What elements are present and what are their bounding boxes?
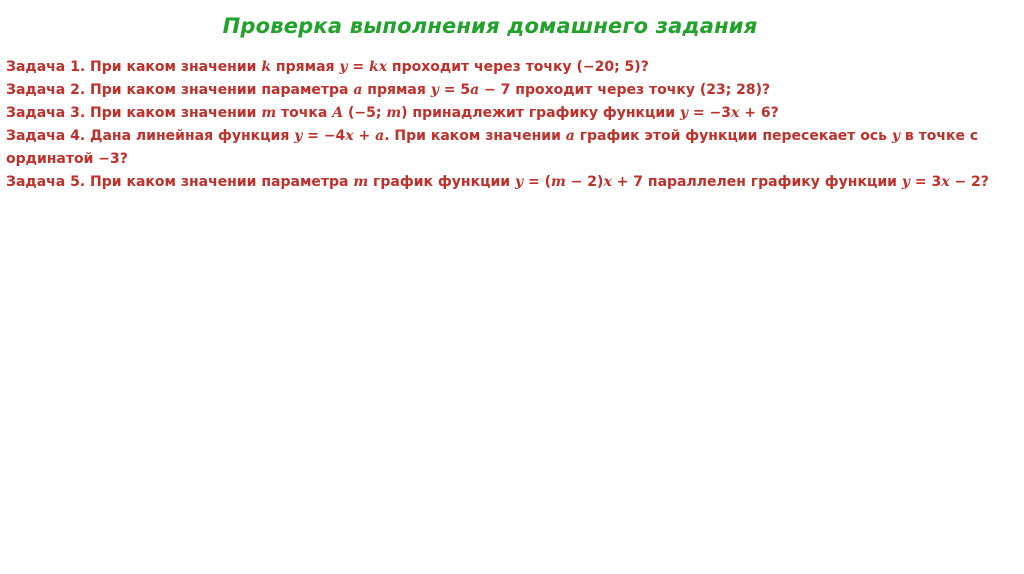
task-5-text: − 2? bbox=[949, 174, 989, 190]
task-3-math: m bbox=[386, 105, 402, 121]
task-5-math: y bbox=[514, 174, 524, 190]
task-3-text: точка bbox=[276, 105, 333, 121]
task-1-math: kx bbox=[369, 59, 388, 75]
task-2-math: a bbox=[353, 82, 363, 98]
task-3-math: x bbox=[730, 105, 740, 121]
task-2-prefix: Задача 2. bbox=[6, 82, 91, 98]
task-2-text: прямая bbox=[362, 82, 431, 98]
task-1 bbox=[6, 56, 1011, 79]
task-3-text: При каком значении bbox=[90, 105, 262, 121]
task-3-prefix: Задача 3. bbox=[6, 105, 91, 121]
task-4-math: a bbox=[565, 128, 575, 144]
task-4-math: a bbox=[375, 128, 385, 144]
task-5-math: x bbox=[603, 174, 612, 190]
task-3-text: + 6? bbox=[739, 105, 779, 121]
task-2-text: При каком значении параметра bbox=[90, 82, 354, 98]
task-2-math: y bbox=[430, 82, 439, 98]
task-4-text: . При каком значении bbox=[384, 128, 566, 144]
task-2-math: a bbox=[470, 82, 480, 98]
task-2 bbox=[6, 79, 1011, 102]
task-5-math: y bbox=[901, 174, 910, 190]
task-4-prefix: Задача 4. bbox=[6, 128, 91, 144]
task-5-math: x bbox=[941, 174, 950, 190]
task-4-math: y bbox=[891, 128, 901, 144]
task-5-prefix: Задача 5. bbox=[6, 174, 91, 190]
task-4-text: = −4 bbox=[302, 128, 346, 144]
task-5-text: + 7 параллелен графику функции bbox=[611, 174, 902, 190]
task-5-math: m bbox=[353, 174, 369, 190]
task-5-text: − 2) bbox=[565, 174, 604, 190]
task-3-text: (−5; bbox=[343, 105, 387, 121]
task-2-text: = 5 bbox=[438, 82, 471, 98]
task-5-text: = 3 bbox=[909, 174, 942, 190]
task-4-text: в точке с ординатой −3? bbox=[6, 128, 979, 167]
task-5-text: график функции bbox=[368, 174, 515, 190]
task-3-math: y bbox=[679, 105, 689, 121]
task-1-math: k bbox=[261, 59, 272, 75]
task-1-text: При каком значении bbox=[90, 59, 262, 75]
task-4-math: y bbox=[294, 128, 303, 144]
task-3-text: = −3 bbox=[688, 105, 731, 121]
task-4 bbox=[6, 125, 1011, 171]
task-5-text: = ( bbox=[523, 174, 551, 190]
task-4-text: график этой функции пересекает ось bbox=[574, 128, 892, 144]
task-3 bbox=[6, 102, 1011, 125]
task-1-text: = bbox=[347, 59, 369, 75]
task-1-text: проходит через точку (−20; 5)? bbox=[387, 59, 649, 75]
task-4-math: x bbox=[345, 128, 354, 144]
task-2-text: − 7 проходит через точку (23; 28)? bbox=[479, 82, 771, 98]
task-5-text: При каком значении параметра bbox=[90, 174, 354, 190]
task-1-text: прямая bbox=[271, 59, 340, 75]
task-4-text: + bbox=[353, 128, 376, 144]
task-3-math: m bbox=[261, 105, 277, 121]
task-1-prefix: Задача 1. bbox=[6, 59, 91, 75]
task-list bbox=[6, 56, 1011, 194]
slide-title: Проверка выполнения домашнего задания bbox=[222, 14, 758, 38]
task-5 bbox=[6, 171, 1011, 194]
task-3-text: ) принадлежит графику функции bbox=[401, 105, 680, 121]
task-1-math: y bbox=[339, 59, 348, 75]
task-4-text: Дана линейная функция bbox=[90, 128, 295, 144]
task-5-math: m bbox=[551, 174, 566, 190]
task-3-math: A bbox=[332, 105, 344, 121]
